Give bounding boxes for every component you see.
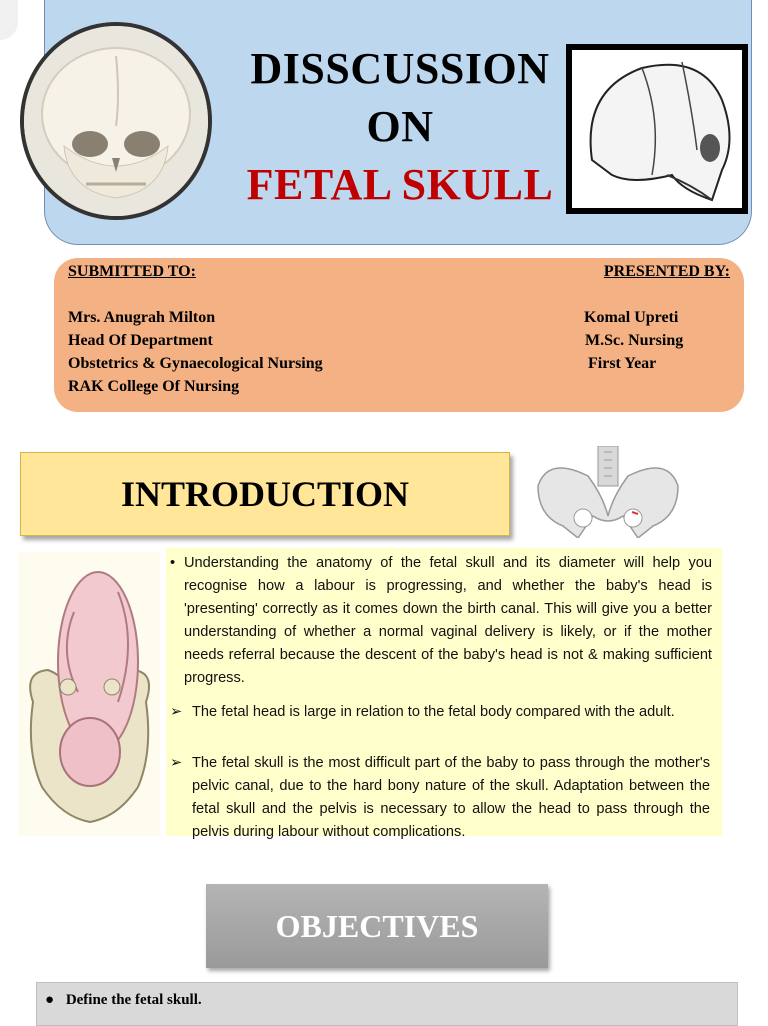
intro-point-1-text: The fetal head is large in relation to the fetal body compared with the adult. — [192, 704, 675, 720]
intro-paragraph — [166, 552, 716, 690]
intro-paragraph-text: Understanding the anatomy of the fetal skull and its diameter will help you recognise how a labour is progressing, and whether the baby's head is 'presenting' correctly as it comes down the birth canal. This will give you a better understanding of whether a normal vaginal delivery is likely, or if the mother needs referral because the descent of the baby's head is not & making sufficient progress. — [184, 555, 712, 686]
arrow-bullet-icon: ➢ — [170, 755, 183, 771]
presented-by-label: PRESENTED BY: — [603, 263, 730, 280]
title-line-3: FETAL SKULL — [246, 160, 554, 209]
introduction-heading: INTRODUCTION — [20, 452, 510, 536]
objective-text: Define the fetal skull. — [65, 992, 202, 1008]
intro-point-2 — [166, 752, 716, 844]
presenter-year: First Year — [588, 355, 657, 372]
submitted-department: Obstetrics & Gynaecological Nursing — [68, 355, 323, 372]
objectives-heading: OBJECTIVES — [206, 884, 548, 968]
arrow-bullet-icon: ➢ — [170, 704, 183, 720]
title-line-2: ON — [366, 102, 434, 151]
fetus-in-pelvis-image — [18, 552, 160, 836]
objectives-list — [36, 982, 738, 1026]
intro-point-1 — [166, 701, 716, 724]
bullet-dot-icon: • — [170, 555, 176, 571]
submitted-role: Head Of Department — [68, 332, 213, 349]
corner-decoration — [0, 0, 18, 40]
fetal-skull-diagram — [566, 44, 748, 214]
fetal-skull-photo — [20, 22, 212, 220]
pelvis-image — [528, 446, 688, 538]
introduction-text-panel — [166, 548, 722, 840]
submitted-college: RAK College Of Nursing — [68, 378, 240, 395]
submitted-name: Mrs. Anugrah Milton — [68, 309, 216, 326]
intro-point-2-text: The fetal skull is the most difficult part of the baby to pass through the mother's pelvic canal, due to the hard bony nature of the skull. Adaptation between the fetal skull and the pelvis is necessary to allow the head to pass through the pelvis during labour without complications. — [192, 755, 710, 840]
title-line-1: DISSCUSSION — [250, 44, 550, 93]
presenter-name: Komal Upreti — [584, 309, 679, 326]
credits-panel — [54, 258, 744, 412]
submitted-to-label: SUBMITTED TO: — [68, 263, 196, 280]
presenter-course: M.Sc. Nursing — [585, 332, 684, 349]
list-item — [45, 989, 202, 1012]
bullet-dot-icon: ● — [45, 992, 55, 1008]
